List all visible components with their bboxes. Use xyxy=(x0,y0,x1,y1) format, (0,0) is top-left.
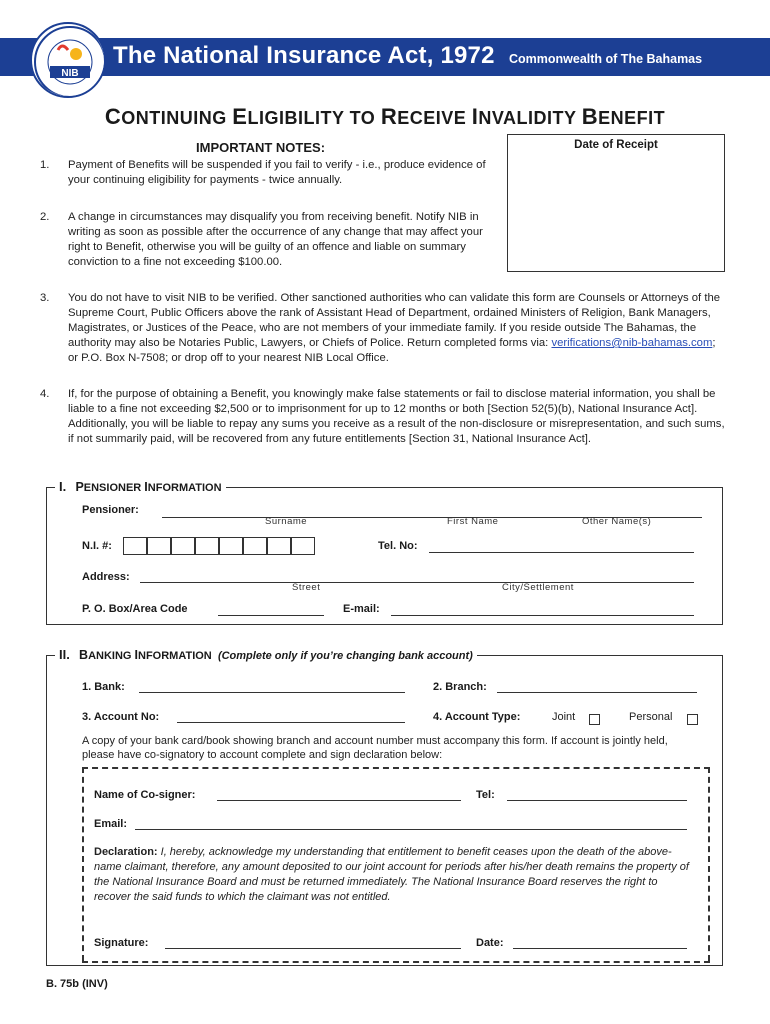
tel-label: Tel. No: xyxy=(378,540,418,552)
cosigner-tel-label: Tel: xyxy=(476,789,495,801)
note-text: A change in circumstances may disqualify you from receiving benefit. Notify NIB in writing as soon as possible after the occurrence of any change that may affect your right to Benefit, otherwise you will be guilty of an offence and liable on summary conviction to a fine not exceeding $100.00. xyxy=(68,211,483,268)
note-text-continued: ; or P.O. Box N-7508; or drop off to your nearest NIB Local Office. xyxy=(68,337,716,364)
account-number-label: 3. Account No: xyxy=(82,711,160,723)
verification-email-link[interactable]: verifications@nib-bahamas.com xyxy=(551,337,713,349)
hint-street: Street xyxy=(292,582,321,593)
title-word: ENEFIT xyxy=(598,108,666,128)
account-number-field[interactable] xyxy=(177,722,405,723)
cosigner-email-field[interactable] xyxy=(135,829,687,830)
cosigner-box-left xyxy=(82,767,84,961)
po-box-label: P. O. Box/Area Code xyxy=(82,603,188,615)
cosigner-box-bottom xyxy=(82,961,710,963)
cosigner-box-top xyxy=(82,767,710,769)
title-word: NVALIDITY xyxy=(478,108,582,128)
hint-city: City/Settlement xyxy=(502,582,574,593)
ni-digit-box[interactable] xyxy=(123,537,147,555)
title-capital: C xyxy=(104,104,122,129)
section-1-title: I. PENSIONER INFORMATION xyxy=(55,479,226,494)
cosigner-name-label: Name of Co-signer: xyxy=(94,789,196,801)
hint-other-names: Other Name(s) xyxy=(582,516,652,527)
personal-label: Personal xyxy=(629,711,673,723)
cosigner-email-label: Email: xyxy=(94,818,128,830)
header-title: The National Insurance Act, 1972 xyxy=(113,42,495,69)
email-label: E-mail: xyxy=(343,603,380,615)
title-capital: I xyxy=(471,104,479,129)
logo-text: NIB xyxy=(61,68,79,79)
personal-checkbox[interactable] xyxy=(687,714,698,725)
account-type-label: 4. Account Type: xyxy=(433,711,521,723)
joint-label: Joint xyxy=(552,711,576,723)
nib-logo-icon xyxy=(32,24,106,98)
joint-checkbox[interactable] xyxy=(589,714,600,725)
title-capital: B xyxy=(581,104,599,129)
date-of-receipt-label: Date of Receipt xyxy=(574,139,658,151)
section-2-title: II. BANKING INFORMATION (Complete only if you’re changing bank account) xyxy=(55,647,477,662)
ni-digit-box[interactable] xyxy=(195,537,219,555)
signature-label: Signature: xyxy=(94,937,149,949)
ni-number-boxes[interactable] xyxy=(123,537,323,555)
ni-digit-box[interactable] xyxy=(219,537,243,555)
ni-digit-box[interactable] xyxy=(291,537,315,555)
address-label: Address: xyxy=(82,571,130,583)
note-1 xyxy=(40,158,496,188)
branch-field[interactable] xyxy=(497,692,697,693)
nib-logo xyxy=(30,22,106,98)
cosigner-tel-field[interactable] xyxy=(507,800,687,801)
date-label: Date: xyxy=(476,937,504,949)
note-number: 2. xyxy=(40,211,50,223)
ni-number-label: N.I. #: xyxy=(82,540,112,552)
email-field[interactable] xyxy=(391,615,694,616)
branch-label: 2. Branch: xyxy=(433,681,487,693)
note-number: 1. xyxy=(40,159,50,171)
title-capital: R xyxy=(380,104,398,129)
bank-field[interactable] xyxy=(139,692,405,693)
ni-digit-box[interactable] xyxy=(147,537,171,555)
date-field[interactable] xyxy=(513,948,687,949)
declaration-body: I, hereby, acknowledge my understanding that entitlement to benefit ceases upon the death of the above-name claimant, therefore, any amount deposited to our joint account for periods after his/her death remains the property of the National Insurance Board and must be returned immediately. The National Insurance Board reserves the right to recover the said funds to which the claimant was not entitled. xyxy=(94,846,689,903)
hint-first-name: First Name xyxy=(447,516,499,527)
note-number: 4. xyxy=(40,388,50,400)
title-word: ECEIVE xyxy=(397,108,472,128)
title-word: ONTINUING xyxy=(121,108,233,128)
declaration-label: Declaration: xyxy=(94,846,158,858)
ni-digit-box[interactable] xyxy=(171,537,195,555)
signature-field[interactable] xyxy=(165,948,461,949)
note-text: If, for the purpose of obtaining a Benefit, you knowingly make false statements or fail to disclose material information, you shall be liable to a fine not exceeding $2,500 or to imprisonment for up to 12 months or both [Section 52(5)(b), National Insurance Act]. Additionally, you will be liable to repay any sums you receive as a result of the non-disclosure or misrepresentation, and such sums, if not summarily paid, will be recovered from any future entitlements [Section 31, National Insurance Act]. xyxy=(68,388,725,445)
form-code: B. 75b (INV) xyxy=(46,978,108,990)
declaration-text xyxy=(94,845,696,905)
po-box-field[interactable] xyxy=(218,615,324,616)
note-text: You do not have to visit NIB to be verified. Other sanctioned authorities who can validate this form are Counsels or Attorneys of the Supreme Court, Public Officers above the rank of Assistant Head of Department, ordained Ministers of Religion, Bank Managers, Magistrates, or Justices of the Peace, who are not members of your immediate family. If you reside outside The Bahamas, the authority may also be Notaries Public, Lawyers, or Chiefs of Police. Return completed forms via: xyxy=(68,292,721,349)
header-subtitle: Commonwealth of The Bahamas xyxy=(509,52,703,66)
bank-instructions: A copy of your bank card/book showing branch and account number must accompany this form. If account is jointly held, please have co-signatory to account complete and sign declaration below: xyxy=(82,735,668,761)
note-number: 3. xyxy=(40,292,50,304)
cosigner-name-field[interactable] xyxy=(217,800,461,801)
pensioner-information-section xyxy=(46,479,723,625)
ni-digit-box[interactable] xyxy=(267,537,291,555)
document-title xyxy=(0,104,770,130)
pensioner-label: Pensioner: xyxy=(82,504,139,516)
note-3 xyxy=(40,291,728,366)
hint-surname: Surname xyxy=(265,516,308,527)
tel-field[interactable] xyxy=(429,552,694,553)
cosigner-box-right xyxy=(708,767,710,961)
title-word: LIGIBILITY TO xyxy=(247,108,381,128)
date-of-receipt-box xyxy=(507,134,725,272)
note-2 xyxy=(40,210,496,270)
note-text: Payment of Benefits will be suspended if you fail to verify - i.e., produce evidence of your continuing eligibility for payments - twice annually. xyxy=(68,159,486,186)
ni-digit-box[interactable] xyxy=(243,537,267,555)
banking-information-section xyxy=(46,647,723,966)
bank-label: 1. Bank: xyxy=(82,681,125,693)
note-4 xyxy=(40,387,728,447)
important-notes-heading: IMPORTANT NOTES: xyxy=(196,140,326,155)
address-field[interactable] xyxy=(140,582,694,583)
title-capital: E xyxy=(232,104,248,129)
